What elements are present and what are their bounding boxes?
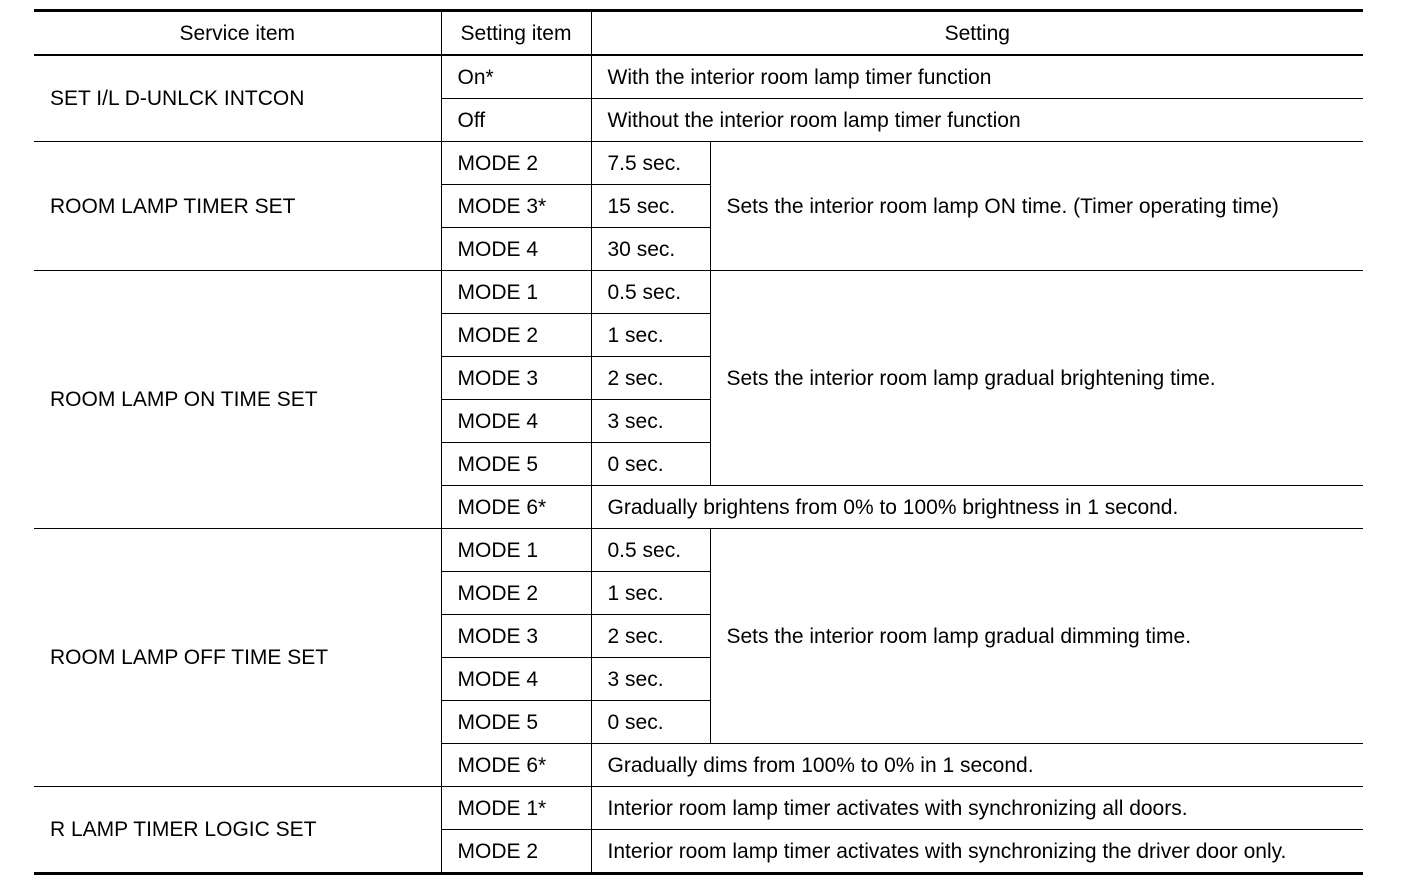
setting-value-cell: 3 sec. — [591, 400, 710, 443]
table-row — [34, 142, 1363, 185]
setting-value-cell: 1 sec. — [591, 572, 710, 615]
setting-cell: Without the interior room lamp timer function — [591, 99, 1363, 142]
setting-description-cell: Sets the interior room lamp gradual brightening time. — [710, 271, 1363, 486]
setting-item-cell: MODE 6* — [441, 744, 591, 787]
setting-item-cell: MODE 4 — [441, 400, 591, 443]
setting-item-cell: MODE 3 — [441, 357, 591, 400]
setting-value-cell: 0.5 sec. — [591, 529, 710, 572]
setting-item-cell: MODE 5 — [441, 443, 591, 486]
setting-item-cell: MODE 2 — [441, 142, 591, 185]
setting-description-cell: Sets the interior room lamp ON time. (Timer operating time) — [710, 142, 1363, 271]
service-item-cell: ROOM LAMP ON TIME SET — [34, 271, 441, 529]
header-setting: Setting — [591, 11, 1363, 56]
setting-value-cell: 0 sec. — [591, 701, 710, 744]
setting-item-cell: MODE 4 — [441, 658, 591, 701]
setting-item-cell: On* — [441, 55, 591, 99]
setting-cell: With the interior room lamp timer function — [591, 55, 1363, 99]
header-setting-item: Setting item — [441, 11, 591, 56]
setting-value-cell: 30 sec. — [591, 228, 710, 271]
setting-value-cell: 2 sec. — [591, 357, 710, 400]
table-row — [34, 55, 1363, 99]
setting-value-cell: 2 sec. — [591, 615, 710, 658]
setting-cell: Interior room lamp timer activates with synchronizing the driver door only. — [591, 830, 1363, 874]
table-row — [34, 529, 1363, 572]
setting-cell: Interior room lamp timer activates with synchronizing all doors. — [591, 787, 1363, 830]
setting-item-cell: MODE 6* — [441, 486, 591, 529]
setting-item-cell: MODE 3* — [441, 185, 591, 228]
setting-value-cell: 3 sec. — [591, 658, 710, 701]
setting-cell: Gradually brightens from 0% to 100% brightness in 1 second. — [591, 486, 1363, 529]
setting-item-cell: MODE 2 — [441, 830, 591, 874]
setting-value-cell: 0.5 sec. — [591, 271, 710, 314]
setting-item-cell: MODE 3 — [441, 615, 591, 658]
setting-item-cell: MODE 2 — [441, 314, 591, 357]
service-item-cell: R LAMP TIMER LOGIC SET — [34, 787, 441, 874]
setting-item-cell: MODE 1* — [441, 787, 591, 830]
setting-description-cell: Sets the interior room lamp gradual dimming time. — [710, 529, 1363, 744]
header-service-item: Service item — [34, 11, 441, 56]
setting-item-cell: MODE 1 — [441, 529, 591, 572]
setting-value-cell: 15 sec. — [591, 185, 710, 228]
header-row — [34, 11, 1363, 56]
setting-item-cell: MODE 4 — [441, 228, 591, 271]
setting-item-cell: MODE 2 — [441, 572, 591, 615]
setting-item-cell: MODE 1 — [441, 271, 591, 314]
service-item-cell: ROOM LAMP TIMER SET — [34, 142, 441, 271]
setting-value-cell: 0 sec. — [591, 443, 710, 486]
service-item-cell: ROOM LAMP OFF TIME SET — [34, 529, 441, 787]
table-row — [34, 271, 1363, 314]
service-settings-table — [34, 9, 1363, 875]
setting-item-cell: MODE 5 — [441, 701, 591, 744]
service-item-cell: SET I/L D-UNLCK INTCON — [34, 55, 441, 142]
table-row — [34, 787, 1363, 830]
setting-cell: Gradually dims from 100% to 0% in 1 second. — [591, 744, 1363, 787]
setting-item-cell: Off — [441, 99, 591, 142]
setting-value-cell: 7.5 sec. — [591, 142, 710, 185]
setting-value-cell: 1 sec. — [591, 314, 710, 357]
